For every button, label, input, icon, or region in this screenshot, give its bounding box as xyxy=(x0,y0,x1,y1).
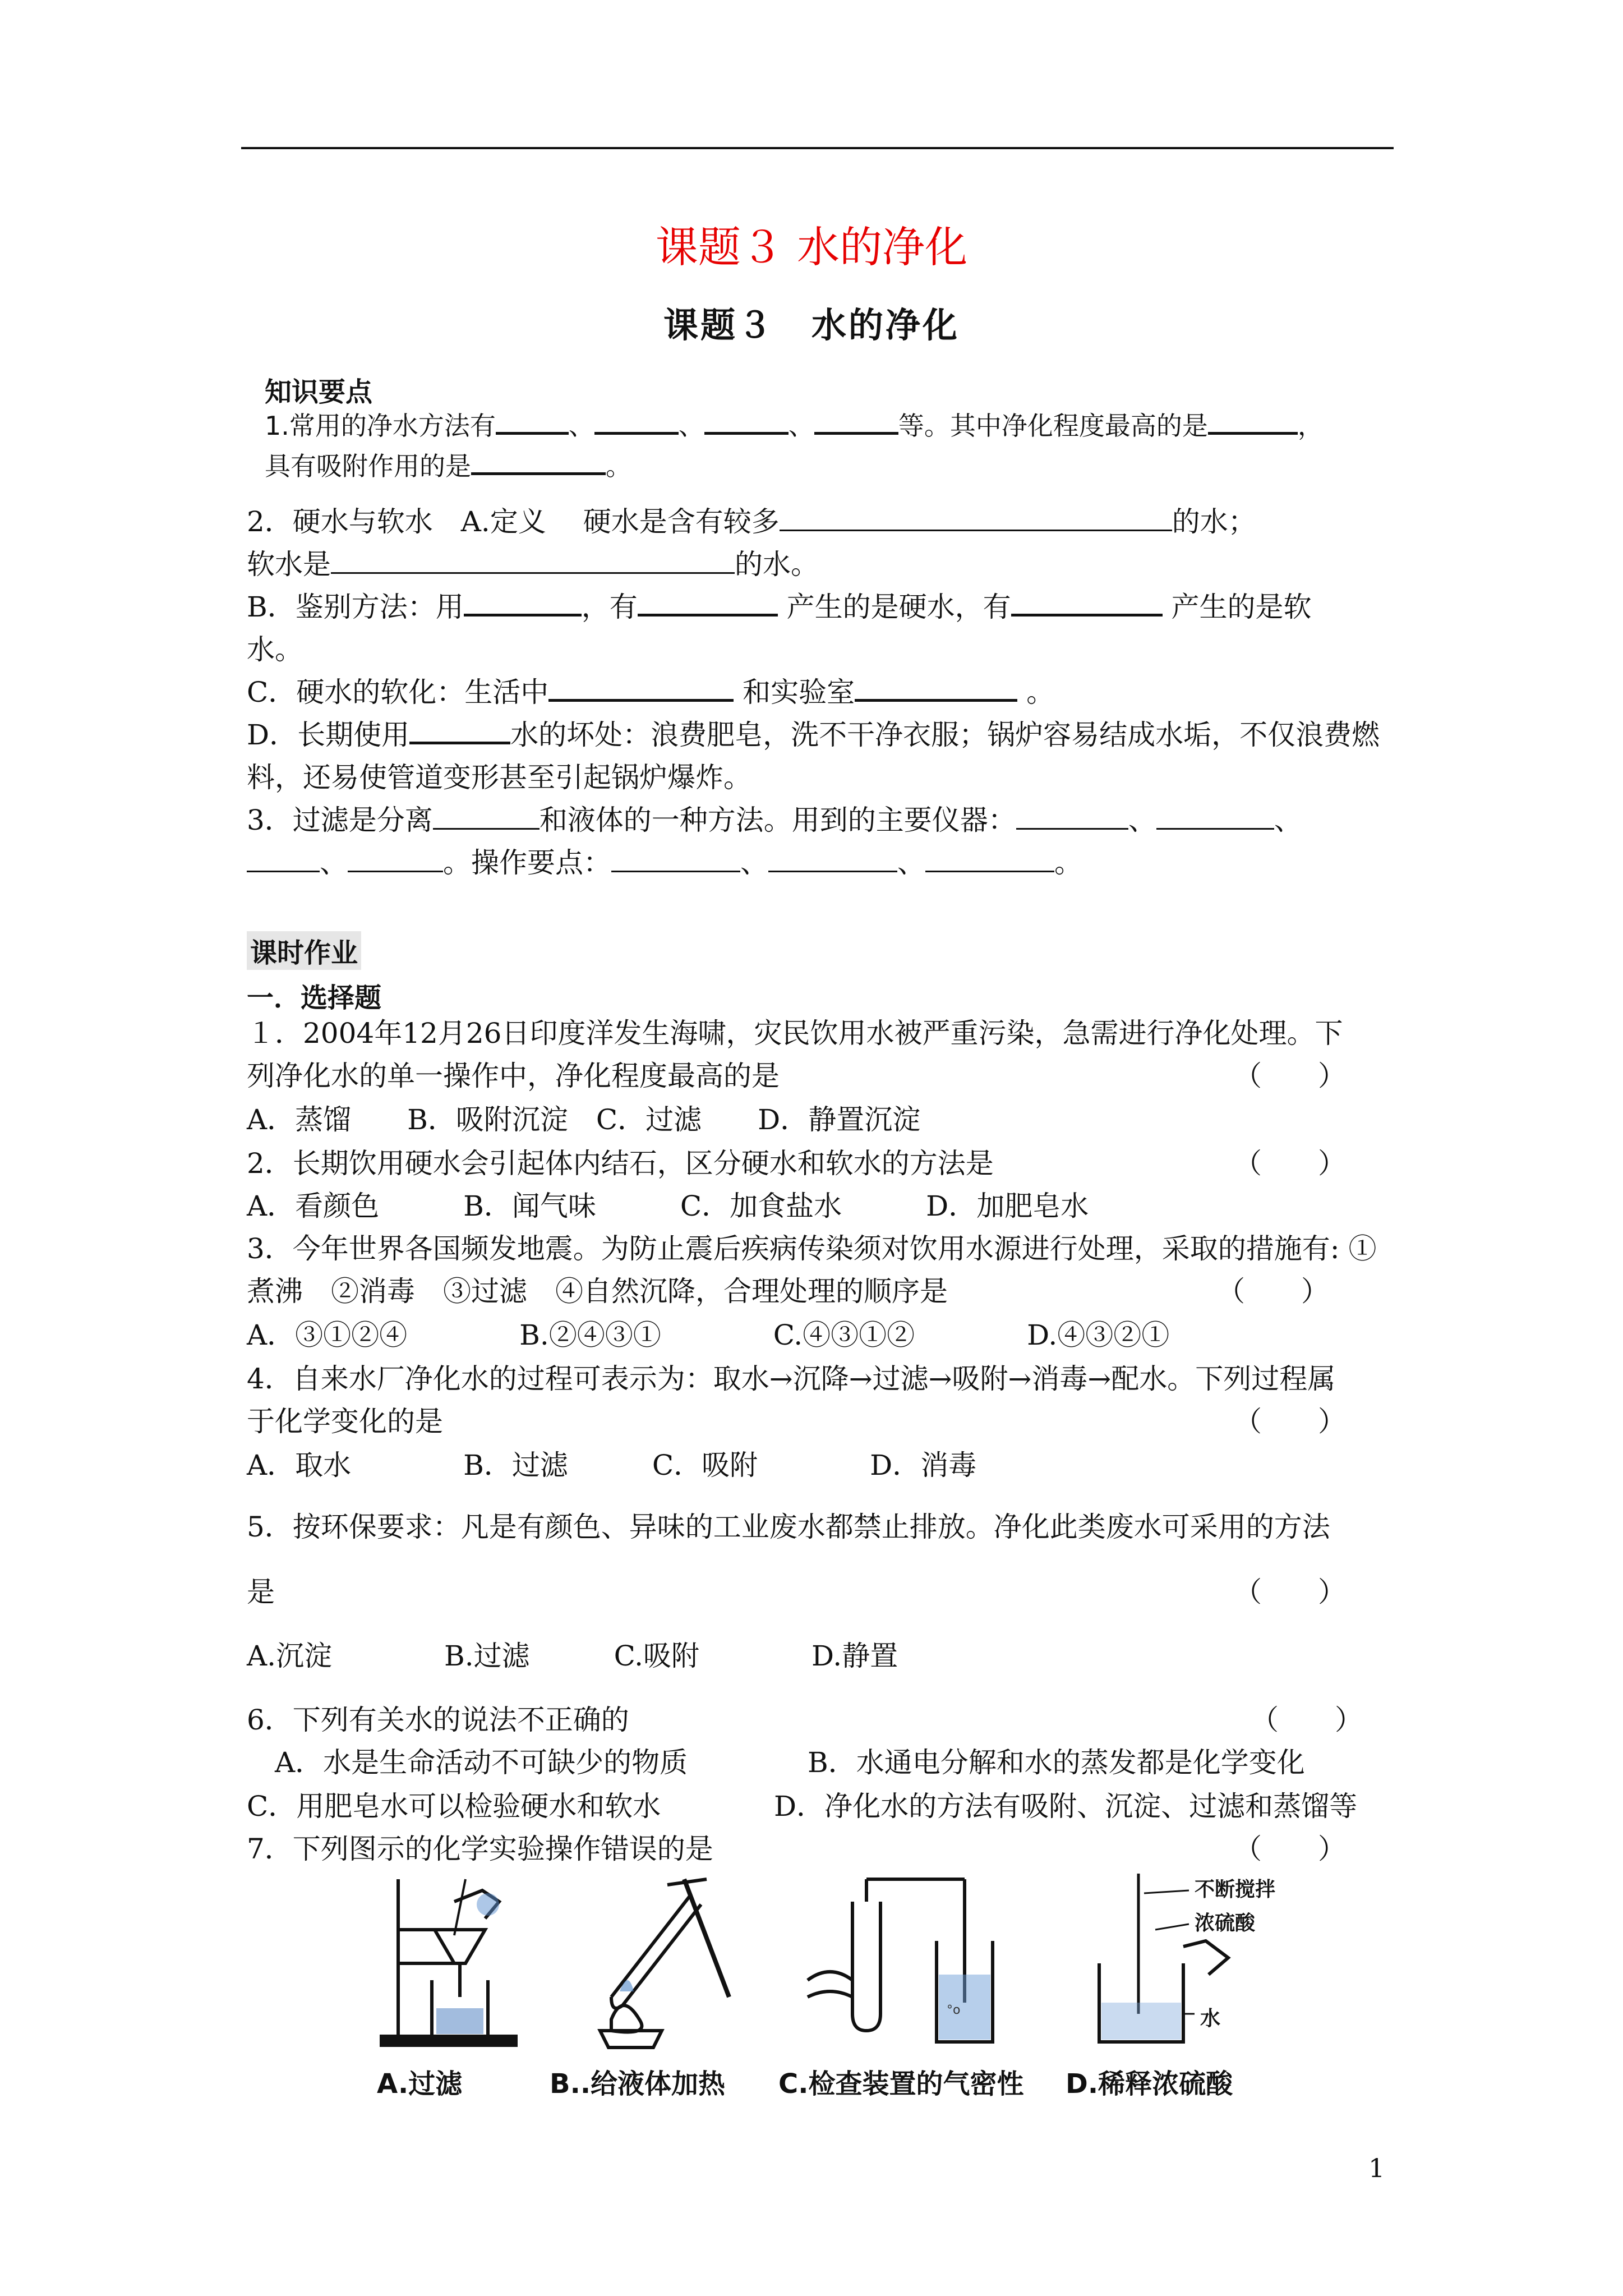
q6-option-d: D．净化水的方法有吸附、沉淀、过滤和蒸馏等 xyxy=(774,1790,1358,1823)
blank xyxy=(348,847,443,872)
knowledge-q3-line2: 、 。操作要点： 、 、 。 xyxy=(247,846,1082,880)
q1-answer-paren: （ ） xyxy=(1234,1060,1346,1092)
figure-c-caption: C.检查装置的气密性 xyxy=(778,2068,1024,2100)
homework-heading: 课时作业 xyxy=(247,931,361,970)
q3-line1: 3．今年世界各国频发地震。为防止震后疾病传染须对饮用水源进行处理，采取的措施有: ① xyxy=(247,1232,1377,1265)
q6-option-b: B．水通电分解和水的蒸发都是化学变化 xyxy=(808,1746,1305,1779)
q3-answer-paren: （ ） xyxy=(1217,1275,1329,1308)
q4-line2: 于化学变化的是 xyxy=(247,1405,443,1438)
blank xyxy=(594,408,679,435)
blank xyxy=(780,506,1172,531)
section-choice-heading: 一．选择题 xyxy=(247,982,382,1014)
q5-line1: 5．按环保要求：凡是有颜色、异味的工业废水都禁止排放。净化此类废水可采用的方法 xyxy=(247,1511,1330,1543)
acid-label: 浓硫酸 xyxy=(1195,1912,1256,1935)
q1-line1: １．2004年12月26日印度洋发生海啸，灾民饮用水被严重污染，急需进行净化处理。下 xyxy=(247,1017,1343,1050)
q5-answer-paren: （ ） xyxy=(1234,1576,1346,1608)
blank xyxy=(638,590,778,616)
figure-d-caption: D.稀释浓硫酸 xyxy=(1066,2068,1233,2100)
blank xyxy=(814,408,898,435)
q4-answer-paren: （ ） xyxy=(1234,1405,1346,1438)
q1-options: A．蒸馏 B．吸附沉淀 C．过滤 D．静置沉淀 xyxy=(247,1103,921,1136)
knowledge-q3-line1: 3．过滤是分离 和液体的一种方法。用到的主要仪器： 、 、 xyxy=(247,804,1302,836)
q5-line2: 是 xyxy=(247,1576,275,1608)
q4-line1: 4．自来水厂净化水的过程可表示为：取水→沉降→过滤→吸附→消毒→配水。下列过程属 xyxy=(247,1363,1336,1395)
filtration-apparatus-figure xyxy=(370,1868,538,2053)
knowledge-q1-line2: 具有吸附作用的是 。 xyxy=(265,449,631,483)
blank xyxy=(548,675,734,702)
blank xyxy=(611,847,740,872)
knowledge-q2-line2: 软水是 的水。 xyxy=(247,548,819,581)
q6-option-a: A．水是生命活动不可缺少的物质 xyxy=(275,1746,688,1779)
figure-a-caption: A.过滤 xyxy=(377,2068,463,2100)
bubbles-label: °o xyxy=(947,2003,961,2017)
knowledge-heading: 知识要点 xyxy=(265,376,373,408)
q6-line1: 6．下列有关水的说法不正确的 xyxy=(247,1704,629,1736)
blank xyxy=(1208,408,1298,435)
blank xyxy=(768,847,897,872)
blank xyxy=(464,590,582,616)
q2-line1: 2．长期饮用硬水会引起体内结石，区分硬水和软水的方法是 xyxy=(247,1147,994,1180)
section-title: 课题３ 水的净化 xyxy=(663,305,960,346)
header-rule xyxy=(241,147,1394,149)
q4-options: A．取水 B．过滤 C．吸附 D．消毒 xyxy=(247,1449,977,1481)
knowledge-q2d-line2: 料，还易使管道变形甚至引起锅炉爆炸。 xyxy=(247,761,751,794)
blank xyxy=(855,675,1017,702)
q3-line2: 煮沸 ②消毒 ③过滤 ④自然沉降，合理处理的顺序是 xyxy=(247,1275,948,1308)
blank xyxy=(247,847,320,872)
q7-line1: 7．下列图示的化学实验操作错误的是 xyxy=(247,1833,713,1865)
q6-option-c: C．用肥皂水可以检验硬水和软水 xyxy=(247,1790,661,1823)
page-number: 1 xyxy=(1368,2153,1385,2183)
blank xyxy=(1156,804,1274,830)
blank xyxy=(331,549,735,574)
stir-label: 不断搅拌 xyxy=(1195,1878,1276,1901)
airtightness-check-figure xyxy=(796,1868,1009,2053)
q1-line2: 列净化水的单一操作中，净化程度最高的是 xyxy=(247,1060,780,1092)
blank xyxy=(704,408,789,435)
blank xyxy=(1011,590,1163,616)
blank xyxy=(471,449,606,475)
heating-liquid-figure xyxy=(589,1862,751,2053)
blank xyxy=(496,408,569,435)
water-label: 水 xyxy=(1200,2007,1221,2030)
knowledge-q2d-line1: D．长期使用 水的坏处：浪费肥皂，洗不干净衣服；锅炉容易结成水垢，不仅浪费燃 xyxy=(247,719,1380,751)
q5-options: A.沉淀 B.过滤 C.吸附 D.静置 xyxy=(247,1640,898,1672)
blank xyxy=(409,718,510,744)
knowledge-q2-line1: 2．硬水与软水 A.定义 硬水是含有较多 的水； xyxy=(247,505,1256,538)
knowledge-q2b-line1: B．鉴别方法：用 ，有 产生的是硬水，有 产生的是软 xyxy=(247,591,1312,623)
knowledge-q2b-line2: 水。 xyxy=(247,633,303,666)
q3-options: A．③①②④ B.②④③① C.④③①② D.④③②① xyxy=(247,1319,1170,1351)
q2-options: A．看颜色 B．闻气味 C．加食盐水 D．加肥皂水 xyxy=(247,1190,1089,1222)
knowledge-q1-line1: 1.常用的净水方法有 、 、 、 等。其中净化程度最高的是 ， xyxy=(265,408,1324,443)
blank xyxy=(925,847,1054,872)
blank xyxy=(1016,804,1128,830)
document-title: 课题３ 水的净化 xyxy=(655,222,968,272)
q2-answer-paren: （ ） xyxy=(1234,1147,1346,1180)
q6-answer-paren: （ ） xyxy=(1251,1704,1363,1736)
blank xyxy=(433,804,540,830)
q7-answer-paren: （ ） xyxy=(1234,1833,1346,1865)
knowledge-q2c-line: C．硬水的软化：生活中 和实验室 。 xyxy=(247,676,1055,708)
figure-b-caption: B..给液体加热 xyxy=(550,2068,726,2100)
